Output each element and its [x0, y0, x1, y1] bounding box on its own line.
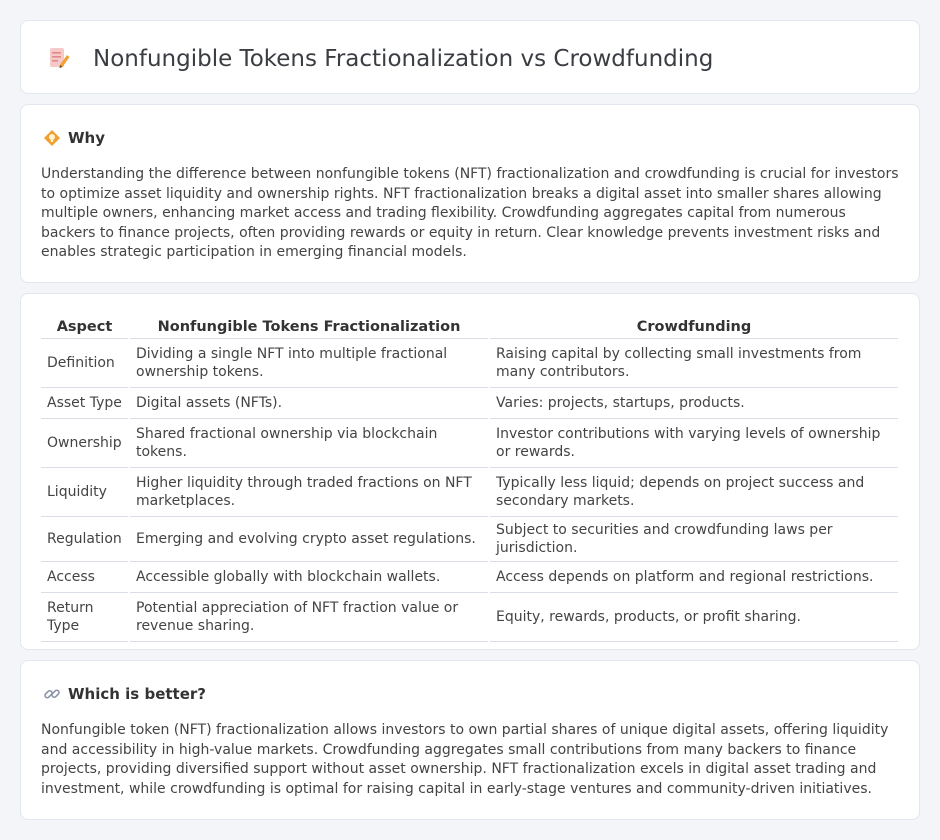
table-row — [41, 467, 898, 516]
better-body: Nonfungible token (NFT) fractionalization allows investors to own partial shares of unique digital assets, offering liquidity and accessibility in high-value markets. Crowdfunding aggregates small contributions from many backers to finance projects, providing diversified support without asset ownership. NFT fractionalization excels in digital asset trading and investment, while crowdfunding is optimal for raising capital in early-stage ventures and community-driven initiatives. — [41, 722, 889, 797]
table-header-row — [41, 316, 898, 338]
aspect-cell: Regulation — [41, 516, 129, 561]
table-row — [41, 592, 898, 641]
nft-cell: Accessible globally with blockchain wallets. — [129, 561, 489, 592]
crowdfunding-cell: Access depends on platform and regional restrictions. — [489, 561, 898, 592]
nft-cell: Dividing a single NFT into multiple fractional ownership tokens. — [129, 338, 489, 387]
nft-cell: Digital assets (NFTs). — [129, 387, 489, 418]
crowdfunding-cell: Varies: projects, startups, products. — [489, 387, 898, 418]
why-body: Understanding the difference between nonfungible tokens (NFT) fractionalization and crowdfunding is crucial for investors to optimize asset liquidity and ownership rights. NFT fractionalization breaks a digital asset into smaller shares allowing multiple owners, enhancing market access and trading flexibility. Crowdfunding aggregates capital from numerous backers to finance projects, often providing rewards or equity in return. Clear knowledge prevents investment risks and enables strategic participation in emerging financial models. — [41, 166, 899, 260]
nft-cell: Potential appreciation of NFT fraction value or revenue sharing. — [129, 592, 489, 641]
diamond-bulb-icon — [43, 129, 61, 147]
crowdfunding-cell: Equity, rewards, products, or profit sharing. — [489, 592, 898, 641]
nft-cell: Higher liquidity through traded fractions on NFT marketplaces. — [129, 467, 489, 516]
aspect-cell: Access — [41, 561, 129, 592]
nft-cell: Emerging and evolving crypto asset regulations. — [129, 516, 489, 561]
nft-cell: Shared fractional ownership via blockchain tokens. — [129, 418, 489, 467]
aspect-cell: Return Type — [41, 592, 129, 641]
aspect-cell: Asset Type — [41, 387, 129, 418]
header-crowdfunding: Crowdfunding — [489, 316, 898, 338]
better-title: Which is better? — [68, 685, 206, 703]
header-nft: Nonfungible Tokens Fractionalization — [129, 316, 489, 338]
why-heading — [43, 127, 105, 149]
table-row — [41, 387, 898, 418]
link-icon — [43, 685, 61, 703]
table-row — [41, 561, 898, 592]
crowdfunding-cell: Investor contributions with varying levels of ownership or rewards. — [489, 418, 898, 467]
why-section — [20, 104, 920, 283]
header-aspect: Aspect — [41, 316, 129, 338]
page-title: Nonfungible Tokens Fractionalization vs Crowdfunding — [93, 46, 714, 72]
which-is-better-section — [20, 660, 920, 820]
header-card — [20, 20, 920, 94]
crowdfunding-cell: Typically less liquid; depends on project success and secondary markets. — [489, 467, 898, 516]
table-row — [41, 338, 898, 387]
crowdfunding-cell: Subject to securities and crowdfunding laws per jurisdiction. — [489, 516, 898, 561]
table-row — [41, 418, 898, 467]
aspect-cell: Definition — [41, 338, 129, 387]
table-row — [41, 516, 898, 561]
aspect-cell: Ownership — [41, 418, 129, 467]
aspect-cell: Liquidity — [41, 467, 129, 516]
crowdfunding-cell: Raising capital by collecting small investments from many contributors. — [489, 338, 898, 387]
comparison-table — [41, 316, 898, 642]
better-heading — [43, 683, 206, 705]
comparison-section — [20, 293, 920, 650]
why-title: Why — [68, 129, 106, 147]
document-pencil-icon — [47, 46, 71, 70]
